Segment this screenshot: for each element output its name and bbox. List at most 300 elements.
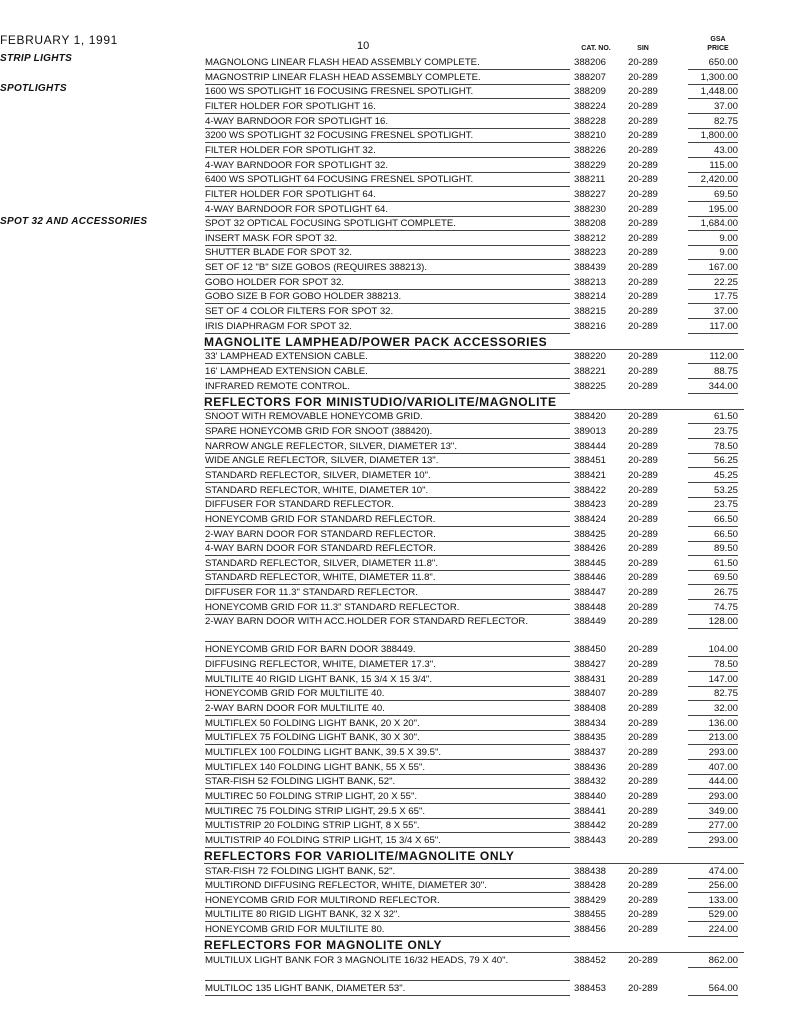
item-cat-no: 388447	[574, 587, 607, 599]
item-sin: 20-289	[628, 469, 658, 481]
item-sin: 20-289	[628, 924, 658, 936]
item-sin: 20-289	[628, 572, 658, 584]
item-gsa-price: 115.00	[688, 159, 738, 173]
item-description: DIFFUSING REFLECTOR, WHITE, DIAMETER 17.3".	[205, 658, 570, 672]
item-gsa-price: 136.00	[688, 717, 738, 731]
item-gsa-price: 66.50	[688, 513, 738, 527]
item-sin: 20-289	[628, 115, 658, 127]
item-description: MULTIFLEX 100 FOLDING LIGHT BANK, 39.5 X 39.5".	[205, 746, 570, 760]
column-header-gsa: GSA	[710, 36, 726, 43]
item-sin: 20-289	[628, 805, 658, 817]
item-description: SPOT 32 OPTICAL FOCUSING SPOTLIGHT COMPLETE.	[205, 217, 570, 231]
item-sin: 20-289	[628, 455, 658, 467]
price-list-row	[0, 687, 795, 702]
item-description: MULTIFLEX 140 FOLDING LIGHT BANK, 55 X 55".	[205, 761, 570, 775]
item-gsa-price: 1,300.00	[688, 71, 738, 85]
group-heading: REFLECTORS FOR MINISTUDIO/VARIOLITE/MAGNOLITE	[204, 395, 744, 410]
item-cat-no: 388424	[574, 513, 607, 525]
item-sin: 20-289	[628, 557, 658, 569]
section-spot32-accessories: SPOT 32 AND ACCESSORIES	[0, 216, 148, 227]
price-list-row	[0, 261, 795, 276]
item-cat-no: 388436	[574, 761, 607, 773]
item-cat-no: 388214	[574, 291, 607, 303]
price-list-row	[0, 440, 795, 455]
item-sin: 20-289	[628, 717, 658, 729]
item-sin: 20-289	[628, 366, 658, 377]
item-description: SET OF 12 "B" SIZE GOBOS (REQUIRES 388213).	[205, 261, 570, 275]
item-cat-no: 388432	[574, 776, 607, 788]
item-description: HONEYCOMB GRID FOR BARN DOOR 388449.	[205, 643, 570, 657]
item-cat-no: 388221	[574, 366, 607, 377]
item-gsa-price: 293.00	[688, 834, 738, 848]
item-gsa-price: 9.00	[688, 246, 738, 260]
item-cat-no: 388425	[574, 528, 607, 540]
item-gsa-price: 74.75	[688, 601, 738, 615]
item-sin: 20-289	[628, 528, 658, 540]
item-cat-no: 388208	[574, 218, 607, 230]
item-cat-no: 388207	[574, 71, 607, 83]
item-sin: 20-289	[628, 820, 658, 832]
item-cat-no: 388427	[574, 659, 607, 671]
item-description: MULTILITE 80 RIGID LIGHT BANK, 32 X 32".	[205, 908, 570, 922]
item-cat-no: 388211	[574, 174, 606, 186]
price-list-row	[0, 276, 795, 291]
item-sin: 20-289	[628, 703, 658, 714]
item-sin: 20-289	[628, 291, 658, 303]
item-gsa-price: 82.75	[688, 687, 738, 701]
item-gsa-price: 2,420.00	[688, 173, 738, 187]
item-sin: 20-289	[628, 790, 658, 802]
item-sin: 20-289	[628, 909, 658, 921]
item-cat-no: 388422	[574, 484, 607, 496]
item-sin: 20-289	[628, 761, 658, 773]
item-gsa-price: 104.00	[688, 643, 738, 657]
item-description: 4-WAY BARN DOOR FOR STANDARD REFLECTOR.	[205, 542, 570, 556]
item-gsa-price: 529.00	[688, 908, 738, 922]
price-list-row	[0, 173, 795, 188]
price-list-row	[0, 454, 795, 469]
item-cat-no: 388421	[574, 469, 607, 481]
item-gsa-price: 61.50	[688, 410, 738, 424]
item-cat-no: 389013	[574, 425, 607, 437]
item-gsa-price: 349.00	[688, 805, 738, 819]
price-list-row	[0, 217, 795, 232]
item-cat-no: 388420	[574, 411, 607, 423]
item-cat-no: 388448	[574, 601, 607, 613]
item-gsa-price: 293.00	[688, 746, 738, 760]
price-list-row	[0, 56, 795, 71]
item-gsa-price: 23.75	[688, 498, 738, 512]
item-gsa-price: 32.00	[688, 702, 738, 716]
item-gsa-price: 78.50	[688, 440, 738, 454]
item-description: HONEYCOMB GRID FOR 11.3" STANDARD REFLECTOR.	[205, 601, 570, 615]
item-description: HONEYCOMB GRID FOR MULTILITE 80.	[205, 923, 570, 937]
item-sin: 20-289	[628, 247, 658, 259]
item-sin: 20-289	[628, 130, 658, 142]
item-sin: 20-289	[628, 380, 658, 392]
item-sin: 20-289	[628, 425, 658, 437]
group-heading: REFLECTORS FOR MAGNOLITE ONLY	[204, 938, 744, 953]
item-sin: 20-289	[628, 894, 658, 906]
item-gsa-price: 69.50	[688, 571, 738, 585]
column-header-sin: SIN	[637, 45, 649, 52]
price-list-row	[0, 469, 795, 484]
price-list-row	[0, 246, 795, 261]
group-heading: REFLECTORS FOR VARIOLITE/MAGNOLITE ONLY	[204, 849, 744, 864]
item-cat-no: 388206	[574, 57, 607, 68]
item-description: MULTISTRIP 40 FOLDING STRIP LIGHT, 15 3/4 X 65".	[205, 834, 570, 848]
item-cat-no: 388443	[574, 834, 607, 846]
column-header-cat-no: CAT. NO.	[581, 45, 611, 52]
price-list-row	[0, 923, 795, 938]
item-gsa-price: 17.75	[688, 290, 738, 304]
price-list-row	[0, 380, 795, 395]
item-sin: 20-289	[628, 601, 658, 613]
price-list-row	[0, 894, 795, 909]
item-gsa-price: 37.00	[688, 305, 738, 319]
price-list-row	[0, 290, 795, 305]
item-gsa-price: 1,448.00	[688, 85, 738, 99]
price-list-row	[0, 865, 795, 880]
item-description: IRIS DIAPHRAGM FOR SPOT 32.	[205, 320, 570, 334]
item-description: STANDARD REFLECTOR, WHITE, DIAMETER 11.8".	[205, 571, 570, 585]
price-list-row	[0, 834, 795, 849]
item-gsa-price: 78.50	[688, 658, 738, 672]
price-list-row	[0, 159, 795, 174]
item-gsa-price: 9.00	[688, 232, 738, 246]
item-description: MAGNOSTRIP LINEAR FLASH HEAD ASSEMBLY COMPLETE.	[205, 71, 570, 85]
item-description: 1600 WS SPOTLIGHT 16 FOCUSING FRESNEL SPOTLIGHT.	[205, 85, 570, 99]
price-list-row	[0, 790, 795, 805]
item-description: FILTER HOLDER FOR SPOTLIGHT 16.	[205, 100, 570, 114]
item-cat-no: 388407	[574, 688, 607, 700]
price-list-row	[0, 615, 795, 643]
item-sin: 20-289	[628, 513, 658, 525]
price-list-row	[0, 643, 795, 658]
item-sin: 20-289	[628, 776, 658, 788]
item-sin: 20-289	[628, 232, 658, 244]
price-list-row	[0, 819, 795, 834]
item-description: STANDARD REFLECTOR, SILVER, DIAMETER 10".	[205, 469, 570, 483]
item-cat-no: 388442	[574, 820, 607, 832]
item-cat-no: 388451	[574, 455, 607, 467]
item-gsa-price: 277.00	[688, 819, 738, 833]
price-list-row	[0, 673, 795, 688]
item-sin: 20-289	[628, 320, 658, 332]
item-sin: 20-289	[628, 982, 658, 994]
item-sin: 20-289	[628, 880, 658, 892]
item-cat-no: 388408	[574, 703, 607, 714]
price-list-row	[0, 129, 795, 144]
item-cat-no: 388438	[574, 865, 607, 877]
item-gsa-price: 53.25	[688, 484, 738, 498]
section-strip-lights: STRIP LIGHTS	[0, 53, 73, 64]
item-description: 33' LAMPHEAD EXTENSION CABLE.	[205, 350, 570, 364]
item-description: 2-WAY BARN DOOR WITH ACC.HOLDER FOR STANDARD REFLECTOR.	[205, 615, 570, 642]
page-number: 10	[357, 40, 370, 52]
price-list-row	[0, 731, 795, 746]
item-sin: 20-289	[628, 834, 658, 846]
item-cat-no: 388213	[574, 276, 607, 288]
item-cat-no: 388431	[574, 673, 607, 685]
price-list-row	[0, 320, 795, 335]
item-gsa-price: 37.00	[688, 100, 738, 114]
item-cat-no: 388228	[574, 115, 607, 127]
item-gsa-price: 45.25	[688, 469, 738, 483]
price-list-row	[0, 484, 795, 499]
price-list-row	[0, 188, 795, 203]
item-gsa-price: 167.00	[688, 261, 738, 275]
item-sin: 20-289	[628, 499, 658, 511]
item-gsa-price: 213.00	[688, 731, 738, 745]
item-gsa-price: 195.00	[688, 203, 738, 217]
price-list-row	[0, 586, 795, 601]
item-sin: 20-289	[628, 351, 658, 363]
price-list-row	[0, 542, 795, 557]
item-description: MULTILITE 40 RIGID LIGHT BANK, 15 3/4 X 15 3/4".	[205, 673, 570, 687]
item-sin: 20-289	[628, 203, 658, 215]
item-cat-no: 388441	[574, 805, 607, 817]
item-cat-no: 388428	[574, 880, 607, 892]
item-cat-no: 388209	[574, 86, 607, 98]
item-sin: 20-289	[628, 673, 658, 685]
item-sin: 20-289	[628, 86, 658, 98]
item-description: DIFFUSER FOR 11.3" STANDARD REFLECTOR.	[205, 586, 570, 600]
column-header-price: PRICE	[707, 45, 729, 52]
item-gsa-price: 133.00	[688, 894, 738, 908]
item-description: SPARE HONEYCOMB GRID FOR SNOOT (388420).	[205, 425, 570, 439]
item-description: FILTER HOLDER FOR SPOTLIGHT 64.	[205, 188, 570, 202]
item-sin: 20-289	[628, 411, 658, 423]
price-list-row	[0, 498, 795, 513]
item-description: 2-WAY BARN DOOR FOR MULTILITE 40.	[205, 702, 570, 716]
item-gsa-price: 147.00	[688, 673, 738, 687]
item-cat-no: 388434	[574, 717, 607, 729]
column-header-gsa-price	[700, 35, 736, 53]
item-gsa-price: 56.25	[688, 454, 738, 468]
item-sin: 20-289	[628, 688, 658, 700]
price-list-row	[0, 717, 795, 732]
price-list-row	[0, 746, 795, 761]
item-gsa-price: 88.75	[688, 365, 738, 379]
item-cat-no: 388224	[574, 100, 607, 112]
item-sin: 20-289	[628, 484, 658, 496]
item-cat-no: 388215	[574, 306, 607, 318]
item-cat-no: 388444	[574, 440, 607, 452]
item-sin: 20-289	[628, 865, 658, 877]
item-description: MULTIFLEX 75 FOLDING LIGHT BANK, 30 X 30".	[205, 731, 570, 745]
item-description: DIFFUSER FOR STANDARD REFLECTOR.	[205, 498, 570, 512]
item-description: 4-WAY BARNDOOR FOR SPOTLIGHT 64.	[205, 203, 570, 217]
item-cat-no: 388229	[574, 159, 607, 171]
item-cat-no: 388210	[574, 130, 607, 142]
item-gsa-price: 256.00	[688, 879, 738, 893]
item-cat-no: 388429	[574, 894, 607, 906]
item-gsa-price: 444.00	[688, 775, 738, 789]
item-sin: 20-289	[628, 440, 658, 452]
item-cat-no: 388423	[574, 499, 607, 511]
item-description: 4-WAY BARNDOOR FOR SPOTLIGHT 32.	[205, 159, 570, 173]
item-gsa-price: 474.00	[688, 865, 738, 879]
item-sin: 20-289	[628, 746, 658, 758]
item-cat-no: 388220	[574, 351, 607, 363]
item-description: MAGNOLONG LINEAR FLASH HEAD ASSEMBLY COMPLETE.	[205, 56, 570, 70]
item-gsa-price: 82.75	[688, 115, 738, 129]
item-cat-no: 388450	[574, 644, 607, 656]
item-description: HONEYCOMB GRID FOR STANDARD REFLECTOR.	[205, 513, 570, 527]
item-sin: 20-289	[628, 57, 658, 68]
item-description: 4-WAY BARNDOOR FOR SPOTLIGHT 16.	[205, 115, 570, 129]
item-sin: 20-289	[628, 218, 658, 230]
price-list-row	[0, 775, 795, 790]
item-gsa-price: 66.50	[688, 528, 738, 542]
price-list-row	[0, 350, 795, 365]
item-gsa-price: 112.00	[688, 350, 738, 364]
item-cat-no: 388453	[574, 982, 607, 994]
item-description: 16' LAMPHEAD EXTENSION CABLE.	[205, 365, 570, 379]
item-gsa-price: 22.25	[688, 276, 738, 290]
item-description: MULTIREC 50 FOLDING STRIP LIGHT, 20 X 55".	[205, 790, 570, 804]
price-list-row	[0, 954, 795, 982]
item-gsa-price: 23.75	[688, 425, 738, 439]
price-list-row	[0, 601, 795, 616]
price-list-row	[0, 232, 795, 247]
item-gsa-price: 89.50	[688, 542, 738, 556]
item-gsa-price: 69.50	[688, 188, 738, 202]
item-cat-no: 388426	[574, 543, 607, 555]
item-description: FILTER HOLDER FOR SPOTLIGHT 32.	[205, 144, 570, 158]
item-description: INFRARED REMOTE CONTROL.	[205, 380, 570, 394]
item-description: SHUTTER BLADE FOR SPOT 32.	[205, 246, 570, 260]
item-gsa-price: 43.00	[688, 144, 738, 158]
item-cat-no: 388212	[574, 232, 607, 244]
item-cat-no: 388230	[574, 203, 607, 215]
item-gsa-price: 293.00	[688, 790, 738, 804]
item-sin: 20-289	[628, 644, 658, 656]
item-cat-no: 388440	[574, 790, 607, 802]
item-cat-no: 388445	[574, 557, 607, 569]
item-description: GOBO HOLDER FOR SPOT 32.	[205, 276, 570, 290]
price-list-row	[0, 702, 795, 717]
item-gsa-price: 1,684.00	[688, 217, 738, 231]
item-description: MULTIREC 75 FOLDING STRIP LIGHT, 29.5 X 65".	[205, 805, 570, 819]
item-gsa-price: 26.75	[688, 586, 738, 600]
price-list-row	[0, 557, 795, 572]
item-cat-no: 388435	[574, 732, 607, 744]
item-gsa-price: 128.00	[688, 615, 738, 629]
item-description: STAR-FISH 52 FOLDING LIGHT BANK, 52".	[205, 775, 570, 789]
item-description: MULTIFLEX 50 FOLDING LIGHT BANK, 20 X 20".	[205, 717, 570, 731]
item-sin: 20-289	[628, 276, 658, 288]
price-list-row	[0, 85, 795, 100]
item-cat-no: 388452	[574, 954, 607, 966]
group-heading: MAGNOLITE LAMPHEAD/POWER PACK ACCESSORIES	[204, 335, 744, 350]
item-description: HONEYCOMB GRID FOR MULTIROND REFLECTOR.	[205, 894, 570, 908]
item-sin: 20-289	[628, 144, 658, 156]
item-gsa-price: 407.00	[688, 761, 738, 775]
price-list-row	[0, 71, 795, 86]
item-sin: 20-289	[628, 174, 658, 186]
item-gsa-price: 650.00	[688, 56, 738, 70]
price-list-row	[0, 513, 795, 528]
item-sin: 20-289	[628, 543, 658, 555]
item-cat-no: 388456	[574, 924, 607, 936]
price-list-row	[0, 571, 795, 586]
item-cat-no: 388449	[574, 616, 607, 628]
item-cat-no: 388446	[574, 572, 607, 584]
item-description: STANDARD REFLECTOR, SILVER, DIAMETER 11.8".	[205, 557, 570, 571]
item-description: MULTIROND DIFFUSING REFLECTOR, WHITE, DIAMETER 30".	[205, 879, 570, 893]
item-description: GOBO SIZE B FOR GOBO HOLDER 388213.	[205, 290, 570, 304]
item-gsa-price: 564.00	[688, 982, 738, 996]
price-list-row	[0, 100, 795, 115]
item-cat-no: 388216	[574, 320, 607, 332]
price-list-row	[0, 879, 795, 894]
item-cat-no: 388227	[574, 188, 607, 200]
item-gsa-price: 117.00	[688, 320, 738, 334]
item-description: SNOOT WITH REMOVABLE HONEYCOMB GRID.	[205, 410, 570, 424]
item-description: 6400 WS SPOTLIGHT 64 FOCUSING FRESNEL SPOTLIGHT.	[205, 173, 570, 187]
item-gsa-price: 862.00	[688, 954, 738, 968]
item-sin: 20-289	[628, 616, 658, 628]
item-sin: 20-289	[628, 188, 658, 200]
price-list-row	[0, 982, 795, 997]
item-gsa-price: 1,800.00	[688, 129, 738, 143]
price-list-row	[0, 805, 795, 820]
item-sin: 20-289	[628, 100, 658, 112]
item-description: 3200 WS SPOTLIGHT 32 FOCUSING FRESNEL SPOTLIGHT.	[205, 129, 570, 143]
price-list-row	[0, 365, 795, 380]
item-description: HONEYCOMB GRID FOR MULTILITE 40.	[205, 687, 570, 701]
item-cat-no: 388455	[574, 909, 607, 921]
price-list-row	[0, 305, 795, 320]
item-description: MULTILOC 135 LIGHT BANK, DIAMETER 53".	[205, 982, 570, 996]
price-list-row	[0, 908, 795, 923]
item-sin: 20-289	[628, 732, 658, 744]
item-sin: 20-289	[628, 262, 658, 274]
item-sin: 20-289	[628, 587, 658, 599]
document-date: FEBRUARY 1, 1991	[0, 33, 118, 47]
price-list-row	[0, 425, 795, 440]
price-list-row	[0, 144, 795, 159]
item-description: STAR-FISH 72 FOLDING LIGHT BANK, 52".	[205, 865, 570, 879]
item-description: 2-WAY BARN DOOR FOR STANDARD REFLECTOR.	[205, 528, 570, 542]
price-list-row	[0, 203, 795, 218]
section-spotlights: SPOTLIGHTS	[0, 83, 67, 94]
item-description: INSERT MASK FOR SPOT 32.	[205, 232, 570, 246]
item-gsa-price: 61.50	[688, 557, 738, 571]
item-description: NARROW ANGLE REFLECTOR, SILVER, DIAMETER 13".	[205, 440, 570, 454]
item-cat-no: 388439	[574, 262, 607, 274]
item-description: MULTILUX LIGHT BANK FOR 3 MAGNOLITE 16/32 HEADS, 79 X 40".	[205, 954, 570, 981]
item-description: WIDE ANGLE REFLECTOR, SILVER, DIAMETER 13".	[205, 454, 570, 468]
price-list-row	[0, 115, 795, 130]
item-gsa-price: 344.00	[688, 380, 738, 394]
item-sin: 20-289	[628, 306, 658, 318]
price-list-row	[0, 528, 795, 543]
item-gsa-price: 224.00	[688, 923, 738, 937]
item-sin: 20-289	[628, 659, 658, 671]
item-cat-no: 388225	[574, 380, 607, 392]
item-sin: 20-289	[628, 159, 658, 171]
item-sin: 20-289	[628, 954, 658, 966]
item-cat-no: 388437	[574, 746, 607, 758]
item-description: MULTISTRIP 20 FOLDING STRIP LIGHT, 8 X 55".	[205, 819, 570, 833]
price-list-row	[0, 761, 795, 776]
price-list-row	[0, 658, 795, 673]
item-description: SET OF 4 COLOR FILTERS FOR SPOT 32.	[205, 305, 570, 319]
item-sin: 20-289	[628, 71, 658, 83]
